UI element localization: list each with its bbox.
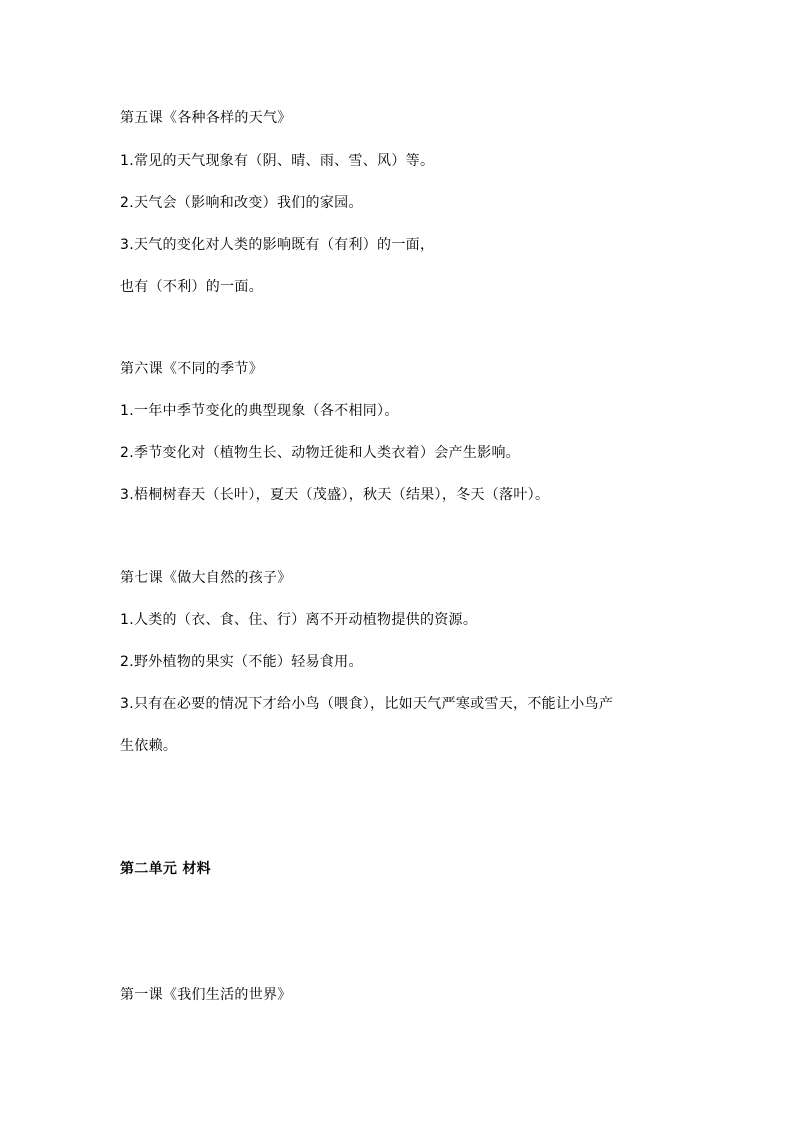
- lesson5-item-3-cont: 也有（不利）的一面。: [120, 279, 263, 295]
- lesson7-item-3-cont: 生依赖。: [120, 738, 178, 754]
- lesson5-title: 第五课《各种各样的天气》: [120, 110, 292, 126]
- lesson7-item-3: 3.只有在必要的情况下才给小鸟（喂食），比如天气严寒或雪天，不能让小鸟产: [120, 696, 614, 712]
- unit2-heading: 第二单元 材料: [120, 861, 211, 877]
- lesson6-title: 第六课《不同的季节》: [120, 361, 263, 377]
- lesson6-item-1: 1.一年中季节变化的典型现象（各不相同）。: [120, 403, 399, 419]
- lesson5-item-2: 2.天气会（影响和改变）我们的家园。: [120, 195, 363, 211]
- lesson7-title: 第七课《做大自然的孩子》: [120, 570, 292, 586]
- unit2-lesson1-title: 第一课《我们生活的世界》: [120, 987, 292, 1003]
- lesson5-item-3: 3.天气的变化对人类的影响既有（有利）的一面，: [120, 237, 435, 253]
- lesson6-item-2: 2.季节变化对（植物生长、动物迁徙和人类衣着）会产生影响。: [120, 445, 521, 461]
- lesson6-item-3: 3.梧桐树春天（长叶），夏天（茂盛），秋天（结果），冬天（落叶）。: [120, 487, 550, 503]
- lesson7-item-1: 1.人类的（衣、食、住、行）离不开动植物提供的资源。: [120, 612, 478, 628]
- lesson7-item-2: 2.野外植物的果实（不能）轻易食用。: [120, 654, 363, 670]
- lesson5-item-1: 1.常见的天气现象有（阴、晴、雨、雪、风）等。: [120, 153, 435, 169]
